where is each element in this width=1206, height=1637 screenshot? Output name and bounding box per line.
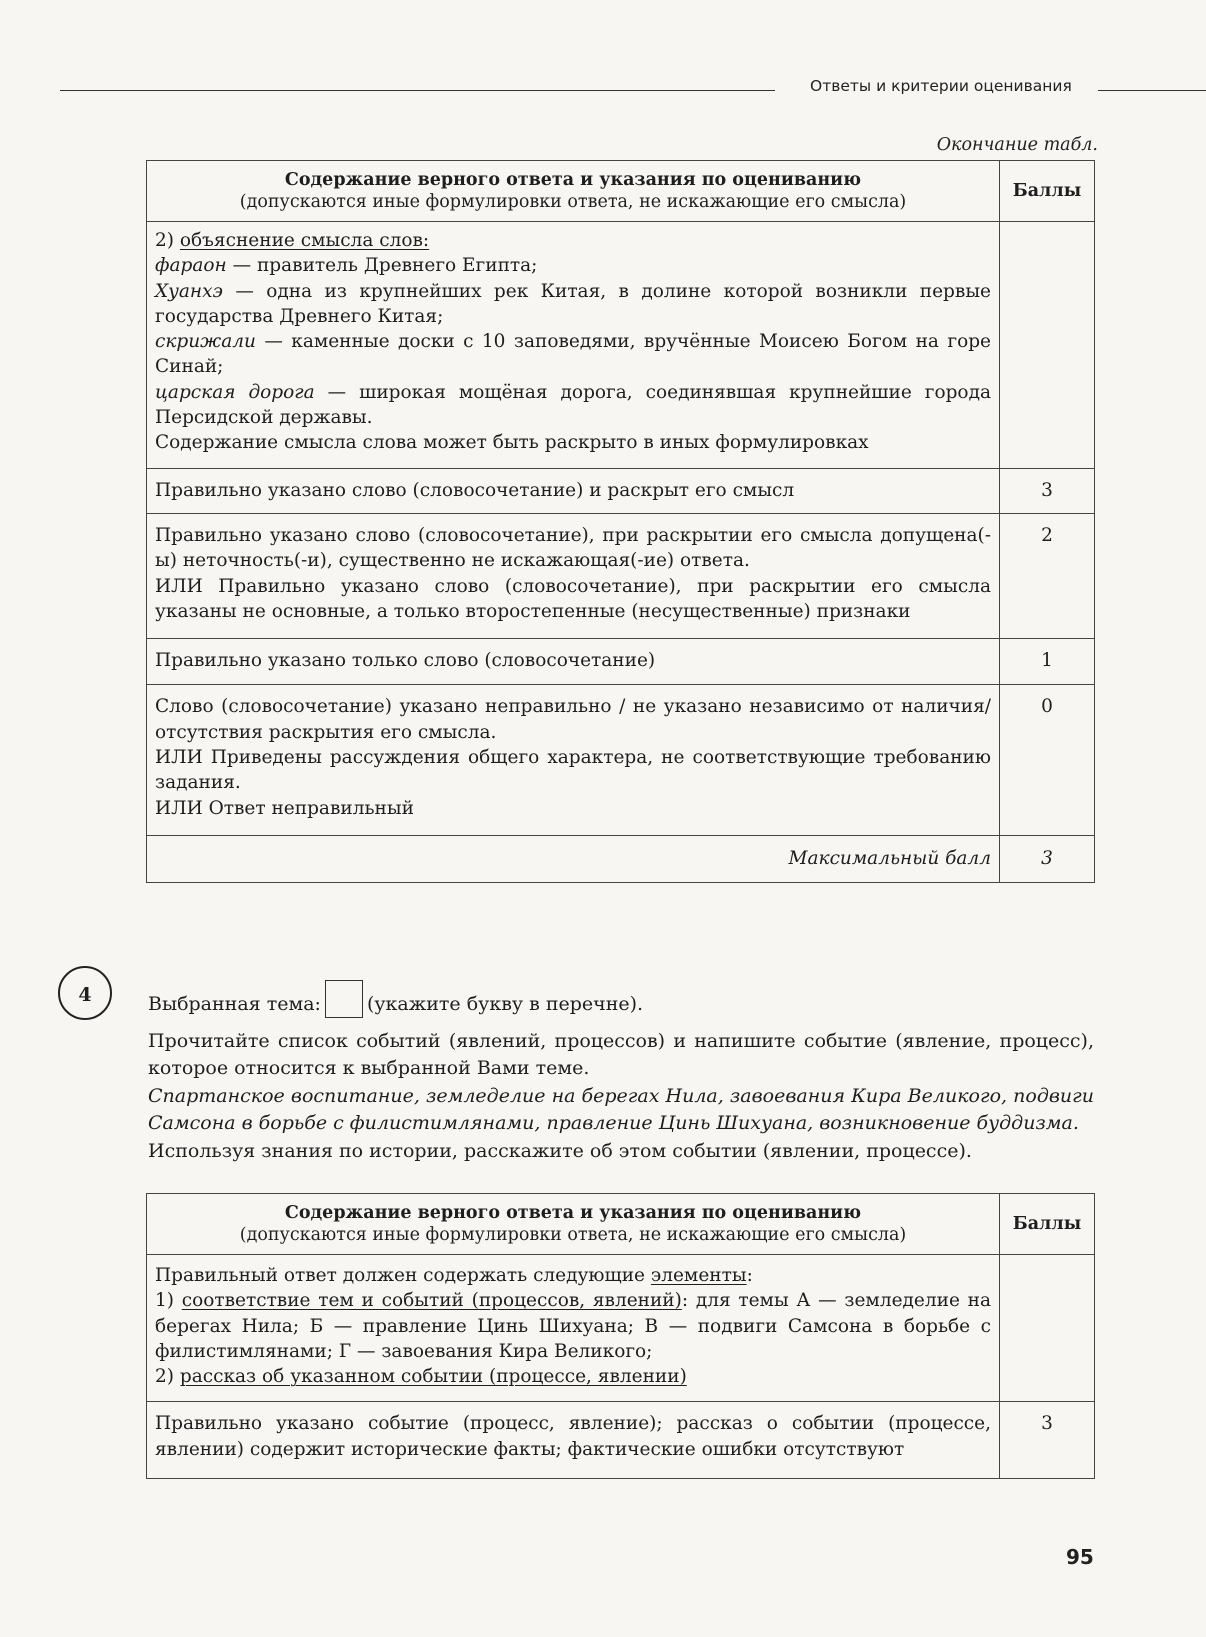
criteria-table-1 (146, 160, 1095, 883)
criterion-cell: Правильно указано слово (словосочетание), при раскрытии его смысла допущена(-ы) неточность(-и), существенно не искажающая(-ие) ответа. ИЛИ Правильно указано слово (словосочетание), при раскрытии его смысла указаны не основные, а только второстепенные (несущественные) признаки (147, 513, 1000, 638)
criterion-cell: Правильно указано только слово (словосочетание) (147, 639, 1000, 685)
header-main: Содержание верного ответа и указания по оцениванию (284, 170, 862, 190)
criteria-table-2 (146, 1193, 1095, 1479)
header-score-cell (1000, 1194, 1095, 1255)
table-header-row (147, 1194, 1095, 1255)
term-item: царская дорога — широкая мощёная дорога, соединявшая крупнейшие города Персидской державы. (155, 381, 991, 429)
content-note: Содержание смысла слова может быть раскрыто в иных формулировках (155, 432, 869, 454)
max-score-value: 3 (1000, 835, 1095, 882)
table-row (147, 1402, 1095, 1479)
content-item-2: 2) рассказ об указанном событии (процессе, явлении) (155, 1366, 687, 1388)
header-rule-left (60, 90, 775, 91)
topic-letter-box (325, 980, 363, 1018)
content-item-1: 1) соответствие тем и событий (процессов, явлений): для темы А — земледелие на берегах Нила; Б — правление Цинь Шихуана; В — подвиги Самсона в борьбе с филистимлянами; Г — завоевания Кира Великого; (155, 1290, 991, 1362)
criterion-cell: Правильно указано слово (словосочетание) и раскрыт его смысл (147, 468, 1000, 513)
topic-line (148, 980, 1094, 1018)
topic-hint: (укажите букву в перечне). (366, 993, 644, 1015)
score-cell: 0 (1000, 685, 1095, 835)
topic-label: Выбранная тема: (148, 993, 321, 1015)
max-score-label: Максимальный балл (147, 835, 1000, 882)
max-score-row (147, 835, 1095, 882)
table-header-row (147, 161, 1095, 222)
header-sub: (допускаются иные формулировки ответа, не искажающие его смысла) (239, 1225, 907, 1245)
content-row (147, 222, 1095, 469)
header-main: Содержание верного ответа и указания по оцениванию (284, 1203, 862, 1223)
page-number: 95 (1066, 1545, 1094, 1569)
score-cell: 1 (1000, 639, 1095, 685)
task-instruction: Прочитайте список событий (явлений, процессов) и напишите событие (явление, процесс), которое относится к выбранной Вами теме. (148, 1030, 1094, 1079)
content-title: 2) объяснение смысла слов: (155, 230, 430, 251)
table-row (147, 639, 1095, 685)
content-score-cell (1000, 222, 1095, 469)
task-prompt: Используя знания по истории, расскажите об этом событии (явлении, процессе). (148, 1140, 972, 1162)
header-sub: (допускаются иные формулировки ответа, не искажающие его смысла) (239, 192, 907, 212)
term-item: Хуанхэ — одна из крупнейших рек Китая, в долине которой возникли первые государства Древнего Китая; (155, 280, 991, 327)
header-score: Баллы (1012, 181, 1082, 201)
table-row (147, 513, 1095, 638)
event-list: Спартанское воспитание, земледелие на берегах Нила, завоевания Кира Великого, подвиги Самсона в борьбе с филистимлянами, правление Цинь Шихуана, возникновение буддизма. (148, 1085, 1094, 1134)
header-score: Баллы (1012, 1214, 1082, 1234)
running-header: Ответы и критерии оценивания (810, 77, 1072, 95)
term-item: фараон — правитель Древнего Египта; (155, 255, 538, 277)
content-intro: Правильный ответ должен содержать следующие элементы: (155, 1265, 753, 1286)
task-number-badge: 4 (58, 966, 112, 1020)
score-cell: 3 (1000, 1402, 1095, 1479)
header-content-cell (147, 161, 1000, 222)
task-4-text (148, 980, 1094, 1165)
score-cell: 3 (1000, 468, 1095, 513)
content-cell (147, 1255, 1000, 1402)
score-cell: 2 (1000, 513, 1095, 638)
content-row (147, 1255, 1095, 1402)
content-cell (147, 222, 1000, 469)
header-score-cell (1000, 161, 1095, 222)
table-row (147, 685, 1095, 835)
content-score-cell (1000, 1255, 1095, 1402)
header-content-cell (147, 1194, 1000, 1255)
header-rule-right (1098, 90, 1206, 91)
table-caption: Окончание табл. (936, 135, 1098, 155)
criterion-cell: Правильно указано событие (процесс, явление); рассказ о событии (процессе, явлении) содержит исторические факты; фактические ошибки отсутствуют (147, 1402, 1000, 1479)
term-item: скрижали — каменные доски с 10 заповедями, вручённые Моисею Богом на горе Синай; (155, 331, 991, 378)
criterion-cell: Слово (словосочетание) указано неправильно / не указано независимо от наличия/отсутствия раскрытия его смысла. ИЛИ Приведены рассуждения общего характера, не соответствующие требованию задания. ИЛИ Ответ неправильный (147, 685, 1000, 835)
table-row (147, 468, 1095, 513)
